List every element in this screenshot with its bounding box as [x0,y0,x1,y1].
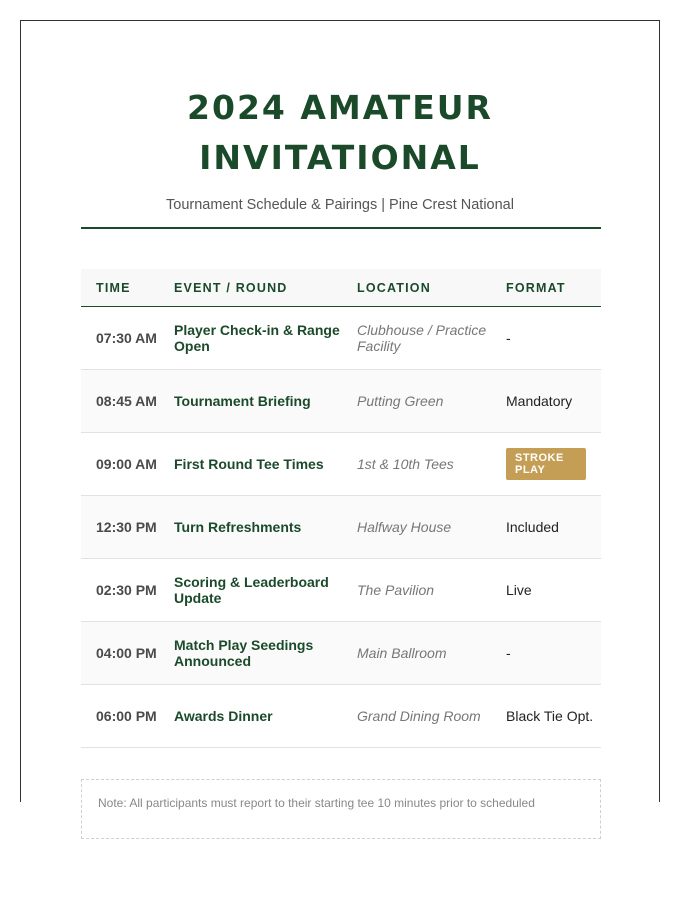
location-cell: The Pavilion [342,559,491,622]
header-divider [81,227,601,229]
time-cell: 04:00 PM [81,622,159,685]
tournament-note: Note: All participants must report to their starting tee 10 minutes prior to scheduled [81,779,601,839]
column-header-time: TIME [81,269,159,307]
format-cell [491,433,601,496]
table-row [81,307,601,370]
format-cell: - [491,307,601,370]
event-cell: Scoring & Leaderboard Update [159,559,342,622]
location-cell: Putting Green [342,370,491,433]
time-cell: 09:00 AM [81,433,159,496]
column-header-location: LOCATION [342,269,491,307]
page-subtitle: Tournament Schedule & Pairings | Pine Crest National [166,197,514,213]
column-header-format: FORMAT [491,269,601,307]
location-cell: Halfway House [342,496,491,559]
time-cell: 07:30 AM [81,307,159,370]
format-cell: - [491,622,601,685]
table-row [81,622,601,685]
time-cell: 12:30 PM [81,496,159,559]
format-cell: Live [491,559,601,622]
column-header-event: EVENT / ROUND [159,269,342,307]
location-cell: Clubhouse / Practice Facility [342,307,491,370]
event-cell: Awards Dinner [159,685,342,748]
schedule-sheet [20,20,660,810]
location-cell: Grand Dining Room [342,685,491,748]
event-cell: Turn Refreshments [159,496,342,559]
event-cell: First Round Tee Times [159,433,342,496]
page-title: 2024 AMATEUR INVITATIONAL [187,88,493,177]
table-row [81,370,601,433]
table-row [81,685,601,748]
table-row [81,433,601,496]
location-cell: Main Ballroom [342,622,491,685]
time-cell: 02:30 PM [81,559,159,622]
event-cell: Player Check-in & Range Open [159,307,342,370]
time-cell: 06:00 PM [81,685,159,748]
table-header-row [81,269,601,307]
location-cell: 1st & 10th Tees [342,433,491,496]
event-cell: Match Play Seedings Announced [159,622,342,685]
format-cell: Included [491,496,601,559]
table-row [81,559,601,622]
format-cell: Mandatory [491,370,601,433]
time-cell: 08:45 AM [81,370,159,433]
format-cell: Black Tie Opt. [491,685,601,748]
schedule-table [81,269,601,748]
event-cell: Tournament Briefing [159,370,342,433]
table-row [81,496,601,559]
stroke-play-badge: STROKE PLAY [506,448,586,480]
header [21,21,659,213]
